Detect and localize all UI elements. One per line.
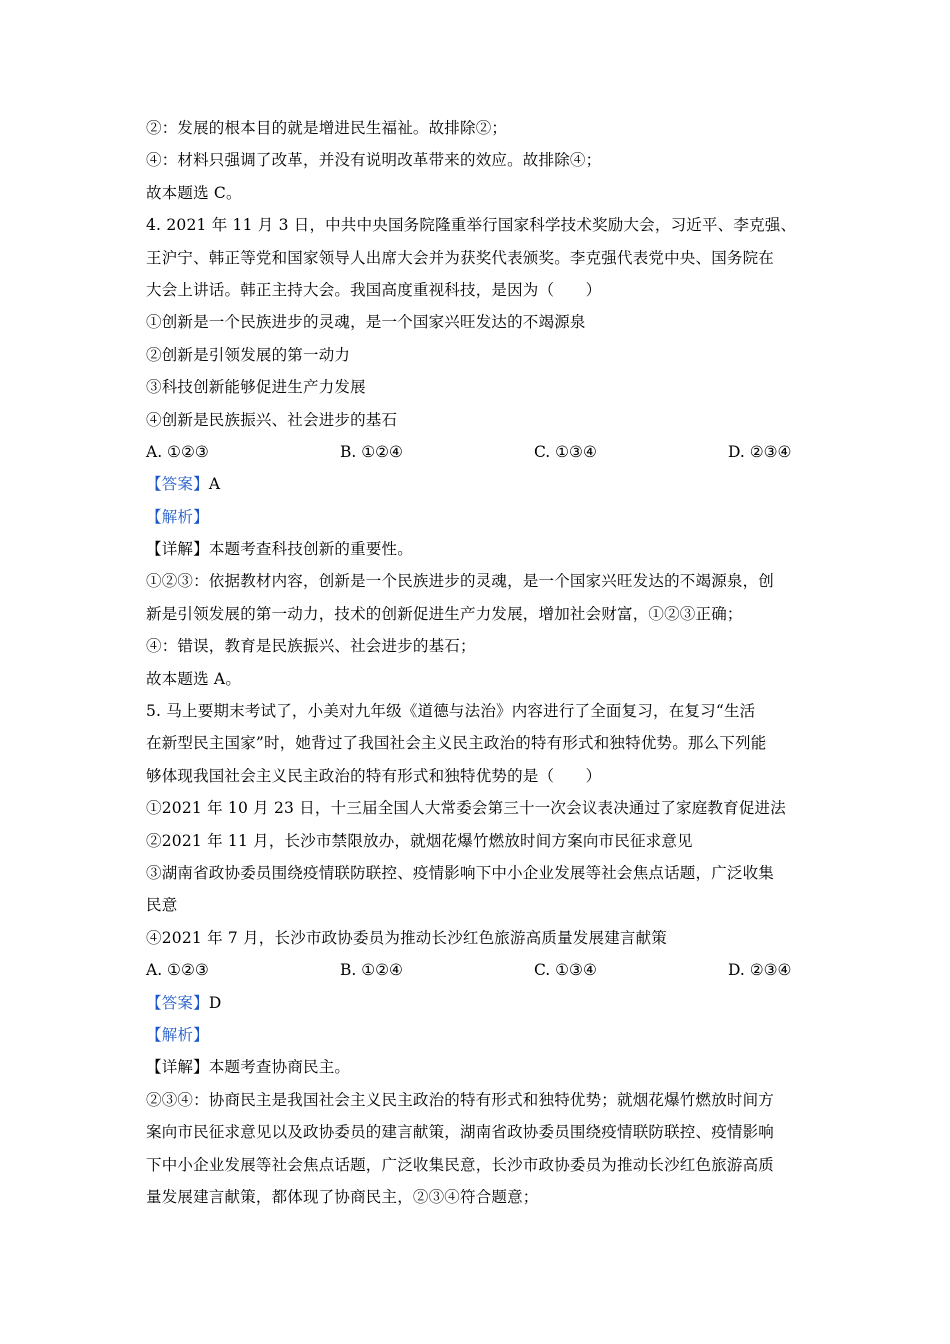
answer-line	[146, 468, 816, 500]
option-b: B. ①②④	[340, 961, 403, 980]
answer-line	[146, 987, 816, 1019]
option-b: B. ①②④	[340, 442, 403, 461]
analysis-tag: 【解析】	[146, 507, 209, 526]
detail-line: ①②③：依据教材内容，创新是一个民族进步的灵魂，是一个国家兴旺发达的不竭源泉，创	[146, 572, 775, 591]
answer-options	[146, 436, 816, 468]
detail-line: 下中小企业发展等社会焦点话题，广泛收集民意，长沙市政协委员为推动长沙红色旅游高质	[146, 1155, 775, 1174]
question-5	[146, 695, 816, 1213]
statement-line: ④2021 年 7 月，长沙市政协委员为推动长沙红色旅游高质量发展建言献策	[146, 928, 667, 947]
statement-line: ①创新是一个民族进步的灵魂，是一个国家兴旺发达的不竭源泉	[146, 313, 586, 332]
detail-line: 量发展建言献策，都体现了协商民主，②③④符合题意；	[146, 1187, 539, 1206]
option-c: C. ①③④	[534, 961, 597, 980]
previous-question-tail	[146, 112, 816, 209]
question-stem-line: 4. 2021 年 11 月 3 日，中共中央国务院隆重举行国家科学技术奖励大会，习近平、李克强、	[146, 216, 797, 235]
detail-text: 本题考查协商民主。	[208, 1058, 351, 1077]
detail-text: 本题考查科技创新的重要性。	[208, 540, 413, 559]
option-a: A. ①②③	[146, 961, 209, 980]
statement-line: 民意	[146, 896, 178, 915]
question-4	[146, 209, 816, 695]
answer-value: A	[208, 475, 221, 494]
text-line: 故本题选 C。	[146, 183, 242, 202]
analysis-tag: 【解析】	[146, 1025, 209, 1044]
detail-line: 新是引领发展的第一动力，技术的创新促进生产力发展，增加社会财富，①②③正确；	[146, 604, 743, 623]
question-stem-line: 大会上讲话。韩正主持大会。我国高度重视科技，是因为（ ）	[146, 280, 602, 299]
question-stem-line: 在新型民主国家”时，她背过了我国社会主义民主政治的特有形式和独特优势。那么下列能	[146, 734, 767, 753]
answer-tag: 【答案】	[146, 475, 209, 494]
detail-line: ②③④：协商民主是我国社会主义民主政治的特有形式和独特优势；就烟花爆竹燃放时间方	[146, 1090, 775, 1109]
question-stem-line: 王沪宁、韩正等党和国家领导人出席大会并为获奖代表颁奖。李克强代表党中央、国务院在	[146, 248, 775, 267]
document-page	[146, 112, 816, 1213]
text-line: ④：材料只强调了改革，并没有说明改革带来的效应。故排除④；	[146, 151, 602, 170]
answer-tag: 【答案】	[146, 993, 209, 1012]
text-line: ②：发展的根本目的就是增进民生福祉。故排除②；	[146, 119, 508, 137]
statement-line: ④创新是民族振兴、社会进步的基石	[146, 410, 398, 429]
detail-line	[146, 533, 816, 565]
statement-line: ②2021 年 11 月，长沙市禁限放办，就烟花爆竹燃放时间方案向市民征求意见	[146, 831, 693, 850]
statement-line: ①2021 年 10 月 23 日，十三届全国人大常委会第三十一次会议表决通过了家庭教育促进法	[146, 799, 786, 818]
analysis-line	[146, 501, 816, 533]
statement-line: ③科技创新能够促进生产力发展	[146, 378, 366, 397]
option-d: D. ②③④	[728, 442, 792, 461]
analysis-line	[146, 1019, 816, 1051]
option-c: C. ①③④	[534, 442, 597, 461]
detail-line	[146, 1051, 816, 1083]
statement-line: ②创新是引领发展的第一动力	[146, 345, 351, 364]
statement-line: ③湖南省政协委员围绕疫情联防联控、疫情影响下中小企业发展等社会焦点话题，广泛收集	[146, 863, 775, 882]
option-a: A. ①②③	[146, 442, 209, 461]
detail-tag: 【详解】	[146, 540, 209, 559]
detail-line: 故本题选 A。	[146, 669, 242, 688]
option-d: D. ②③④	[728, 961, 792, 980]
answer-options	[146, 954, 816, 986]
detail-tag: 【详解】	[146, 1058, 209, 1077]
question-stem-line: 5. 马上要期末考试了，小美对九年级《道德与法治》内容进行了全面复习，在复习“生活	[146, 702, 756, 721]
question-stem-line: 够体现我国社会主义民主政治的特有形式和独特优势的是（ ）	[146, 766, 602, 785]
detail-line: ④：错误，教育是民族振兴、社会进步的基石；	[146, 637, 476, 656]
detail-line: 案向市民征求意见以及政协委员的建言献策，湖南省政协委员围绕疫情联防联控、疫情影响	[146, 1123, 775, 1142]
answer-value: D	[208, 993, 222, 1012]
